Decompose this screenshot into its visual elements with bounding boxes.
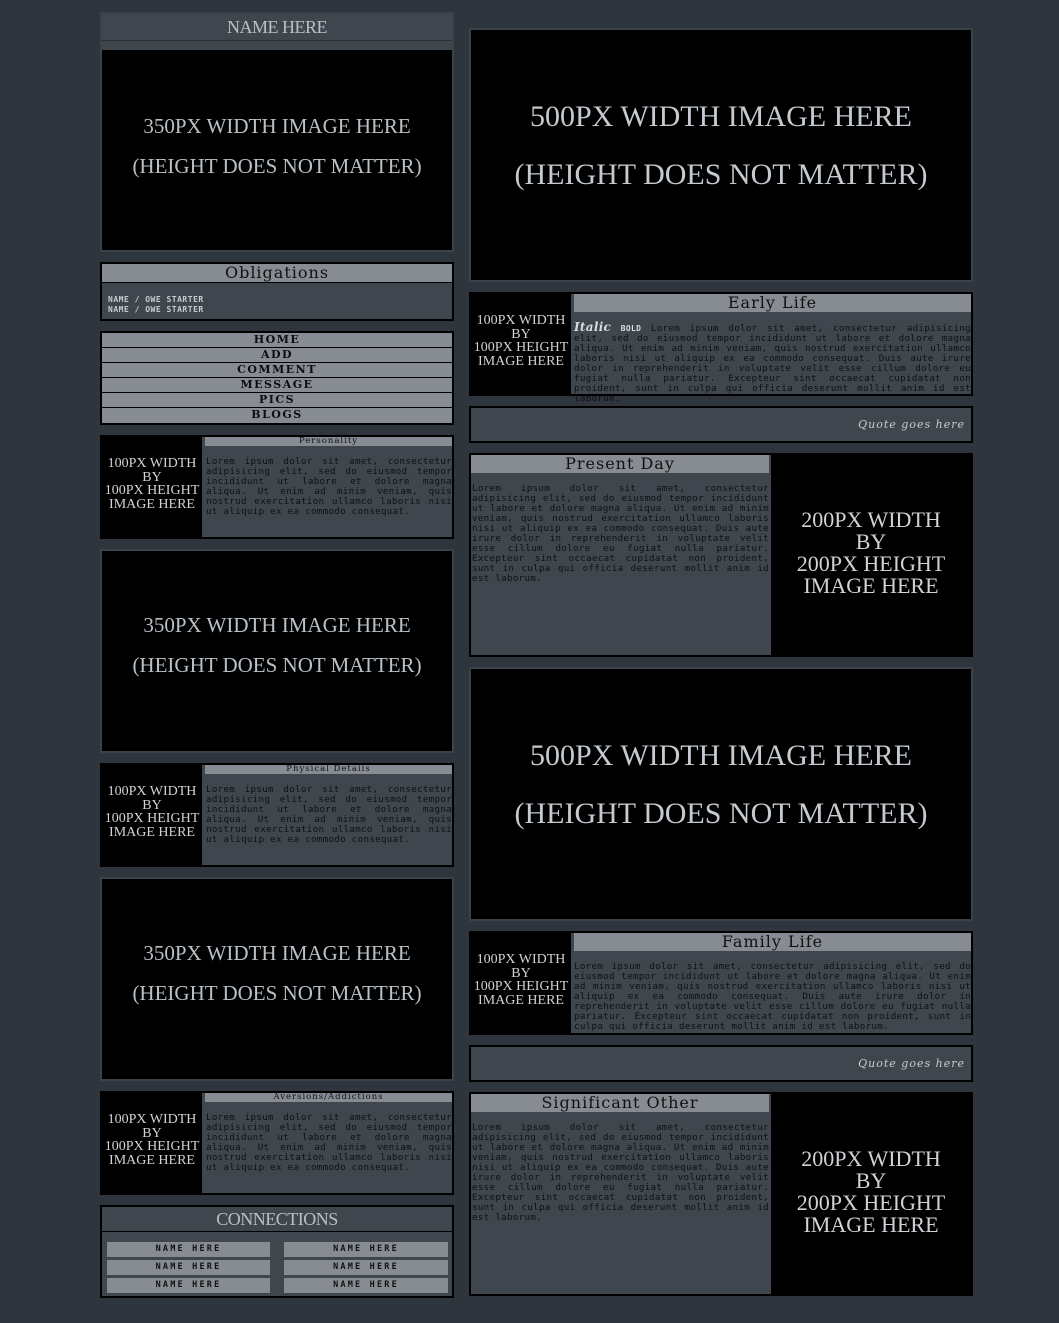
obligation-item[interactable]: NAME / OWE STARTER [108,305,204,314]
significant-other-panel [469,1092,973,1296]
early-life-italic: Italic [574,320,612,334]
family-life-title: Family Life [574,933,971,951]
present-day-panel [469,453,973,657]
nav-pics-link[interactable]: PICS [102,393,452,408]
early-life-image-placeholder: 100PX WIDTH BY 100PX HEIGHT IMAGE HERE [471,294,571,394]
physical-image-placeholder: 100PX WIDTH BY 100PX HEIGHT IMAGE HERE [102,765,202,865]
profile-header-card [100,12,454,252]
significant-other-title: Significant Other [471,1094,769,1112]
significant-other-text: Lorem ipsum dolor sit amet, consectetur adipisicing elit, sed do eiusmod tempor incididunt ut labore et dolore magna aliqua. Ut enim ad minim veniam, quis nostrud exercitation ullamco laboris nisi ut aliquip ex ea commodo consequat. Duis aute irure dolor in reprehenderit in voluptate velit esse cillum dolore eu fugiat nulla pariatur. Excepteur sint occaecat cupidatat non proident, sunt in culpa qui officia deserunt mollit anim id est laborum. [472,1122,769,1223]
name-title-bar [102,14,452,40]
nav-blogs-link[interactable]: BLOGS [251,408,303,421]
early-life-panel [469,292,973,404]
personality-text: Lorem ipsum dolor sit amet, consectetur adipisicing elit, sed do eiusmod tempor incididunt ut labore et dolore magna aliqua. Ut enim ad minim veniam, quis nostrud exercitation ullamco laboris nisi ut aliquip ex ea commodo consequat. [206,456,452,517]
aversions-image-placeholder: 100PX WIDTH BY 100PX HEIGHT IMAGE HERE [102,1093,202,1193]
quote-text: Quote goes here [858,418,965,431]
nav-comment-link[interactable]: COMMENT [102,363,452,378]
quote-text: Quote goes here [858,1057,965,1070]
image-placeholder-350-3: 350PX WIDTH IMAGE HERE (HEIGHT DOES NOT MATTER) [100,877,454,1081]
personality-title: Personality [205,437,452,446]
quote-box [469,1045,973,1082]
connection-item[interactable]: NAME HERE [107,1278,270,1293]
image-placeholder-500-1: 500PX WIDTH IMAGE HERE (HEIGHT DOES NOT MATTER) [469,28,973,282]
connection-item[interactable]: NAME HERE [284,1278,448,1293]
aversions-panel [100,1091,454,1195]
family-life-text: Lorem ipsum dolor sit amet, consectetur adipisicing elit, sed do eiusmod tempor incididunt ut labore et dolore magna aliqua. Ut enim ad minim veniam, quis nostrud exercitation ullamco laboris nisi ut aliquip ex ea commodo consequat. Duis aute irure dolor in reprehenderit in voluptate velit esse cillum dolore eu fugiat nulla pariatur. Excepteur sint occaecat cupidatat non proident, sunt in culpa qui officia deserunt mollit anim id est laborum. [574,961,971,1032]
image-caption-line1: 350PX WIDTH IMAGE HERE [143,114,411,138]
obligation-item[interactable]: NAME / OWE STARTER [108,295,204,304]
aversions-text: Lorem ipsum dolor sit amet, consectetur adipisicing elit, sed do eiusmod tempor incididunt ut labore et dolore magna aliqua. Ut enim ad minim veniam, quis nostrud exercitation ullamco laboris nisi ut aliquip ex ea commodo consequat. [206,1112,452,1173]
connection-item[interactable]: NAME HERE [107,1260,270,1275]
family-life-panel [469,931,973,1035]
early-life-text [574,320,971,404]
name-title: NAME HERE [227,17,327,37]
obligations-list [102,283,452,315]
nav-message-link[interactable]: MESSAGE [102,378,452,393]
navigation-menu [100,331,454,425]
nav-home-link[interactable]: HOME [102,333,452,348]
image-placeholder-350-2: 350PX WIDTH IMAGE HERE (HEIGHT DOES NOT MATTER) [100,549,454,753]
connection-item[interactable]: NAME HERE [107,1242,270,1257]
profile-image-placeholder [102,106,452,186]
connections-panel [100,1205,454,1298]
significant-other-image-placeholder: 200PX WIDTH BY 200PX HEIGHT IMAGE HERE [771,1094,971,1294]
present-day-title: Present Day [471,455,769,473]
quote-box [469,406,973,443]
image-caption-line2: (HEIGHT DOES NOT MATTER) [132,154,422,178]
connections-title: CONNECTIONS [102,1207,452,1232]
obligations-title: Obligations [102,264,452,283]
physical-details-panel [100,763,454,867]
physical-details-text: Lorem ipsum dolor sit amet, consectetur adipisicing elit, sed do eiusmod tempor incididunt ut labore et dolore magna aliqua. Ut enim ad minim veniam, quis nostrud exercitation ullamco laboris nisi ut aliquip ex ea commodo consequat. [206,784,452,845]
connection-item[interactable]: NAME HERE [284,1260,448,1275]
name-title-divider [102,40,452,50]
personality-image-placeholder: 100PX WIDTH BY 100PX HEIGHT IMAGE HERE [102,437,202,537]
aversions-title: Aversions/Addictions [205,1093,452,1102]
physical-details-title: Physical Details [205,765,452,774]
family-life-image-placeholder: 100PX WIDTH BY 100PX HEIGHT IMAGE HERE [471,933,571,1033]
image-placeholder-500-2: 500PX WIDTH IMAGE HERE (HEIGHT DOES NOT MATTER) [469,667,973,921]
personality-panel [100,435,454,539]
present-day-image-placeholder: 200PX WIDTH BY 200PX HEIGHT IMAGE HERE [771,455,971,655]
early-life-body: Lorem ipsum dolor sit amet, consectetur adipisicing elit, sed do eiusmod tempor incididunt ut labore et dolore magna aliqua. Ut enim ad minim veniam, quis nostrud exercitation ullamco laboris nisi ut aliquip ex ea commodo consequat. Duis aute irure dolor in reprehenderit in voluptate velit esse cillum dolore eu fugiat nulla pariatur. Excepteur sint occaecat cupidatat non proident, sunt in culpa qui officia deserunt mollit anim id est laborum. [574,323,971,404]
connection-item[interactable]: NAME HERE [284,1242,448,1257]
early-life-bold: BOLD [620,324,642,333]
present-day-text: Lorem ipsum dolor sit amet, consectetur adipisicing elit, sed do eiusmod tempor incididunt ut labore et dolore magna aliqua. Ut enim ad minim veniam, quis nostrud exercitation ullamco laboris nisi ut aliquip ex ea commodo consequat. Duis aute irure dolor in reprehenderit in voluptate velit esse cillum dolore eu fugiat nulla pariatur. Excepteur sint occaecat cupidatat non proident, sunt in culpa qui officia deserunt mollit anim id est laborum. [472,483,769,584]
nav-add-link[interactable]: ADD [102,348,452,363]
obligations-panel [100,262,454,321]
early-life-title: Early Life [574,294,971,312]
